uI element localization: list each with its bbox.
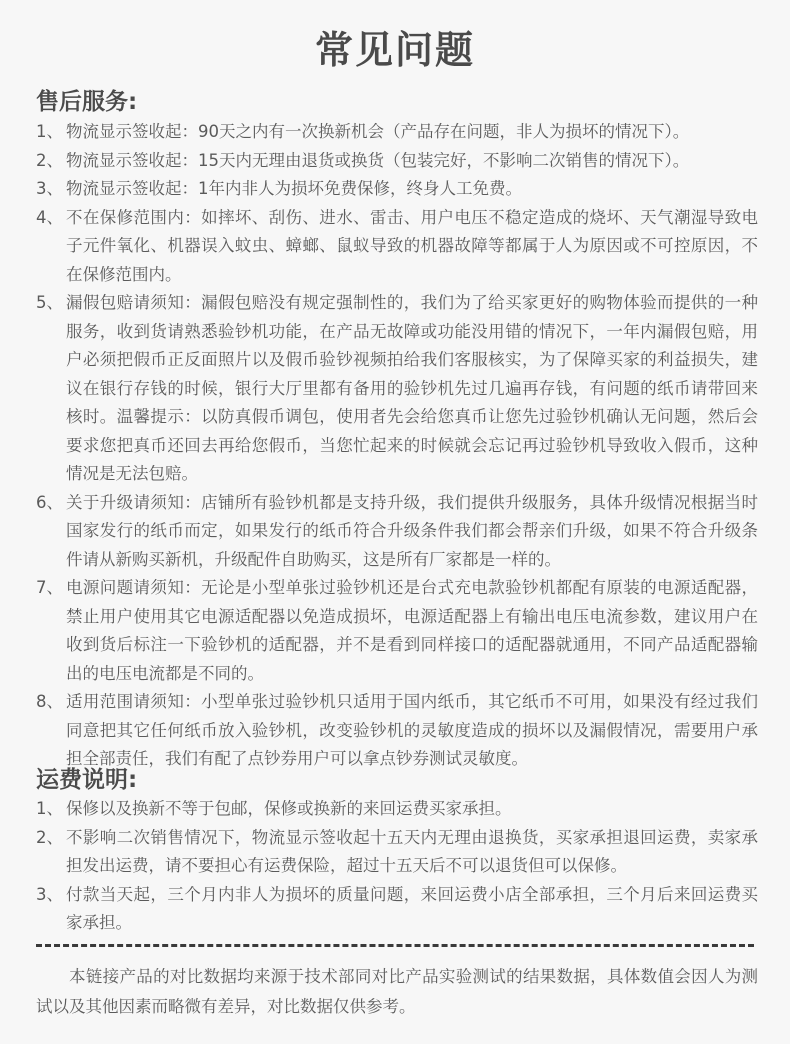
item-number: 2、 <box>36 827 63 847</box>
list-item <box>36 881 758 938</box>
list-item <box>36 289 758 489</box>
item-number: 8、 <box>36 692 63 711</box>
item-text: 适用范围请须知：小型单张过验钞机只适用于国内纸币，其它纸币不可用，如果没有经过我们同意把其它任何纸币放入验钞机，改变验钞机的灵敏度造成的损坏以及漏假情况，需要用户承担全部责任，我们有配了点钞券用户可以拿点钞券测试灵敏度。 <box>66 692 758 768</box>
list-item <box>36 204 758 290</box>
list-item <box>36 489 758 575</box>
item-text: 漏假包赔请须知：漏假包赔没有规定强制性的，我们为了给买家更好的购物体验而提供的一种服务，收到货请熟悉验钞机功能，在产品无故障或功能没用错的情况下，一年内漏假包赔，用户必须把假币正反面照片以及假币验钞视频拍给我们客服核实，为了保障买家的利益损失，建议在银行存钱的时候，银行大厅里都有备用的验钞机先过几遍再存钱，有问题的纸币请带回来核时。温馨提示：以防真假币调包，使用者先会给您真币让您先过验钞机确认无问题，然后会要求您把真币还回去再给您假币，当您忙起来的时候就会忘记再过验钞机导致收入假币，这种情况是无法包赔。 <box>66 293 758 483</box>
list-item <box>36 824 758 881</box>
shipping-list <box>36 795 758 938</box>
item-number: 1、 <box>36 122 63 141</box>
item-text: 物流显示签收起：15天内无理由退货或换货（包装完好，不影响二次销售的情况下）。 <box>66 150 690 170</box>
item-number: 4、 <box>36 207 63 227</box>
item-number: 7、 <box>36 578 63 597</box>
item-text: 付款当天起，三个月内非人为损坏的质量问题，来回运费小店全部承担，三个月后来回运费买家承担。 <box>66 884 758 932</box>
after-sales-list <box>36 118 758 774</box>
item-text: 关于升级请须知：店铺所有验钞机都是支持升级，我们提供升级服务，具体升级情况根据当时国家发行的纸币而定，如果发行的纸币符合升级条件我们都会帮亲们升级，如果不符合升级条件请从新购买新机，升级配件自助购买，这是所有厂家都是一样的。 <box>66 492 758 569</box>
item-text: 不影响二次销售情况下，物流显示签收起十五天内无理由退换货，买家承担退回运费，卖家承担发出运费，请不要担心有运费保险，超过十五天后不可以退货但可以保修。 <box>66 827 758 875</box>
list-item <box>36 118 758 147</box>
shipping-heading: 运费说明: <box>36 767 138 793</box>
list-item <box>36 795 758 824</box>
item-number: 5、 <box>36 293 63 312</box>
dashed-divider <box>36 944 754 947</box>
list-item <box>36 688 758 774</box>
item-text: 物流显示签收起：90天之内有一次换新机会（产品存在问题，非人为损坏的情况下）。 <box>66 122 690 141</box>
item-text: 电源问题请须知：无论是小型单张过验钞机还是台式充电款验钞机都配有原装的电源适配器，禁止用户使用其它电源适配器以免造成损坏，电源适配器上有输出电压电流参数，建议用户在收到货后标注一下验钞机的适配器，并不是看到同样接口的适配器就通用，不同产品适配器输出的电压电流都是不同的。 <box>66 578 758 683</box>
item-number: 3、 <box>36 884 63 904</box>
item-number: 1、 <box>36 799 63 818</box>
item-number: 3、 <box>36 179 63 198</box>
after-sales-heading: 售后服务: <box>36 89 138 115</box>
list-item <box>36 175 758 204</box>
list-item <box>36 147 758 176</box>
footnote: 本链接产品的对比数据均来源于技术部同对比产品实验测试的结果数据，具体数值会因人为测试以及其他因素而略微有差异，对比数据仅供参考。 <box>36 967 758 1016</box>
item-number: 6、 <box>36 492 63 512</box>
item-number: 2、 <box>36 150 63 170</box>
item-text: 保修以及换新不等于包邮，保修或换新的来回运费买家承担。 <box>66 799 512 818</box>
list-item <box>36 574 758 688</box>
item-text: 不在保修范围内：如摔坏、刮伤、进水、雷击、用户电压不稳定造成的烧坏、天气潮湿导致电子元件氧化、机器误入蚊虫、蟑螂、鼠蚁导致的机器故障等都属于人为原因或不可控原因，不在保修范围内。 <box>66 207 758 284</box>
item-text: 物流显示签收起：1年内非人为损坏免费保修，终身人工免费。 <box>66 179 522 198</box>
page-title: 常见问题 <box>314 28 475 72</box>
